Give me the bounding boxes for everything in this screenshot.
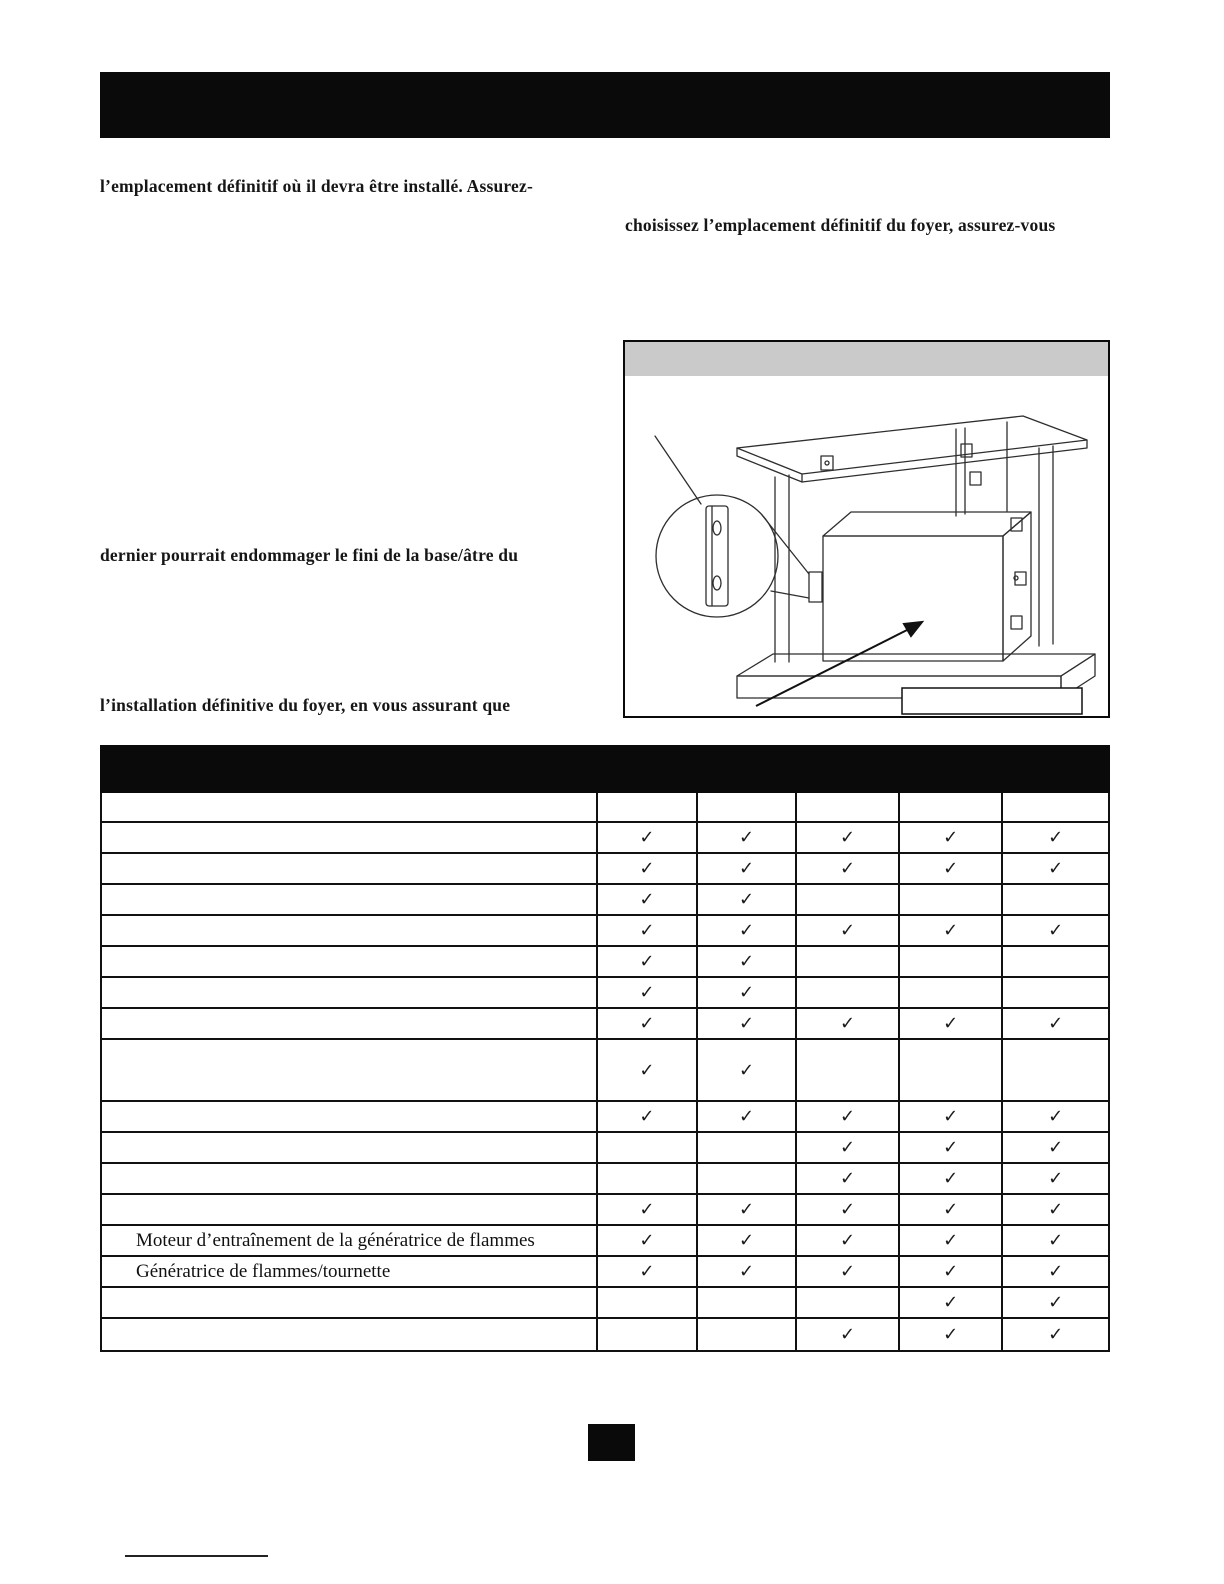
part-name-cell	[102, 1319, 598, 1350]
check-cell	[698, 1164, 798, 1195]
check-cell	[1003, 1164, 1108, 1195]
checkmark-icon: ✓	[738, 1059, 755, 1081]
check-cell	[698, 885, 798, 916]
check-cell	[598, 885, 698, 916]
paragraph-fragment-3: dernier pourrait endommager le fini de la base/âtre du	[100, 545, 519, 565]
check-cell	[900, 916, 1004, 947]
check-cell	[698, 1009, 798, 1040]
figure-label-box	[902, 688, 1082, 714]
checkmark-icon: ✓	[943, 1261, 959, 1282]
table-row	[102, 854, 1108, 885]
part-name-cell	[102, 1288, 598, 1319]
table-row	[102, 1040, 1108, 1102]
checkmark-icon: ✓	[840, 858, 856, 879]
part-name-cell	[102, 1133, 598, 1164]
figure-caption-bar	[625, 342, 1108, 376]
checkmark-icon: ✓	[943, 1106, 959, 1127]
checkmark-icon: ✓	[738, 1013, 755, 1034]
check-cell	[598, 947, 698, 978]
checkmark-icon: ✓	[639, 982, 655, 1003]
check-cell	[900, 1319, 1004, 1350]
checkmark-icon: ✓	[840, 1324, 856, 1345]
check-cell	[598, 1319, 698, 1350]
page-number-block	[588, 1424, 635, 1461]
table-row	[102, 1226, 1108, 1257]
part-name-cell: Moteur d’entraînement de la génératrice de flammes	[102, 1226, 598, 1257]
part-name-cell	[102, 1102, 598, 1133]
checkmark-icon: ✓	[1048, 1137, 1064, 1158]
check-cell	[1003, 1009, 1108, 1040]
checkmark-icon: ✓	[738, 982, 755, 1003]
paragraph-fragment-4: l’installation définitive du foyer, en vous assurant que	[100, 695, 511, 715]
check-cell	[698, 854, 798, 885]
table-row	[102, 1133, 1108, 1164]
checkmark-icon: ✓	[840, 1261, 856, 1282]
check-cell	[598, 1257, 698, 1288]
table-row	[102, 1319, 1108, 1350]
column-header-model	[797, 793, 900, 823]
table-grid	[100, 793, 1110, 1352]
check-cell	[900, 1288, 1004, 1319]
check-cell	[598, 916, 698, 947]
column-header-model	[900, 793, 1004, 823]
check-cell	[797, 1288, 900, 1319]
parts-table	[100, 745, 1110, 1352]
check-cell	[797, 1009, 900, 1040]
checkmark-icon: ✓	[943, 1137, 959, 1158]
checkmark-icon: ✓	[1048, 1106, 1064, 1127]
table-row	[102, 916, 1108, 947]
checkmark-icon: ✓	[943, 920, 959, 941]
check-cell	[797, 1164, 900, 1195]
checkmark-icon: ✓	[943, 1324, 959, 1345]
check-cell	[1003, 823, 1108, 854]
part-name-cell	[102, 1009, 598, 1040]
checkmark-icon: ✓	[943, 1168, 959, 1189]
checkmark-icon: ✓	[840, 827, 856, 848]
check-cell	[598, 1164, 698, 1195]
check-cell	[598, 1009, 698, 1040]
check-cell	[1003, 1319, 1108, 1350]
check-cell	[1003, 1288, 1108, 1319]
checkmark-icon: ✓	[1048, 827, 1064, 848]
checkmark-icon: ✓	[738, 1230, 755, 1251]
checkmark-icon: ✓	[943, 1013, 959, 1034]
part-name-cell: Génératrice de flammes/tournette	[102, 1257, 598, 1288]
checkmark-icon: ✓	[639, 1106, 655, 1127]
checkmark-icon: ✓	[738, 1106, 755, 1127]
check-cell	[698, 823, 798, 854]
check-cell	[698, 1226, 798, 1257]
check-cell	[797, 1195, 900, 1226]
check-cell	[1003, 1257, 1108, 1288]
part-name-cell	[102, 916, 598, 947]
column-header-model	[598, 793, 698, 823]
checkmark-icon: ✓	[738, 827, 755, 848]
part-name-cell	[102, 823, 598, 854]
checkmark-icon: ✓	[639, 1261, 655, 1282]
column-header-part	[102, 793, 598, 823]
check-cell	[900, 1195, 1004, 1226]
check-cell	[1003, 854, 1108, 885]
table-row	[102, 1164, 1108, 1195]
check-cell	[797, 823, 900, 854]
check-cell	[598, 1040, 698, 1102]
part-name-cell	[102, 1195, 598, 1226]
part-name-cell	[102, 854, 598, 885]
checkmark-icon: ✓	[1048, 1324, 1064, 1345]
check-cell	[900, 1257, 1004, 1288]
check-cell	[1003, 978, 1108, 1009]
check-cell	[797, 854, 900, 885]
checkmark-icon: ✓	[639, 951, 655, 972]
checkmark-icon: ✓	[840, 1199, 856, 1220]
table-row	[102, 793, 1108, 823]
table-row	[102, 947, 1108, 978]
check-cell	[698, 1195, 798, 1226]
checkmark-icon: ✓	[639, 1230, 655, 1251]
check-cell	[1003, 1102, 1108, 1133]
checkmark-icon: ✓	[738, 920, 755, 941]
checkmark-icon: ✓	[738, 1261, 755, 1282]
checkmark-icon: ✓	[1048, 920, 1064, 941]
check-cell	[797, 1257, 900, 1288]
fireplace-illustration	[623, 340, 1110, 718]
check-cell	[797, 1226, 900, 1257]
checkmark-icon: ✓	[943, 1230, 959, 1251]
checkmark-icon: ✓	[840, 920, 856, 941]
check-cell	[900, 885, 1004, 916]
check-cell	[797, 947, 900, 978]
checkmark-icon: ✓	[1048, 1261, 1064, 1282]
part-name-cell	[102, 947, 598, 978]
check-cell	[1003, 916, 1108, 947]
table-row	[102, 1257, 1108, 1288]
check-cell	[698, 1133, 798, 1164]
pointer-arrow	[756, 622, 922, 706]
checkmark-icon: ✓	[1048, 1292, 1064, 1313]
check-cell	[698, 947, 798, 978]
check-cell	[797, 1319, 900, 1350]
fireplace-line-drawing	[625, 376, 1108, 716]
check-cell	[1003, 1133, 1108, 1164]
check-cell	[698, 1257, 798, 1288]
checkmark-icon: ✓	[738, 951, 755, 972]
footnote-rule	[125, 1555, 268, 1557]
table-row	[102, 1288, 1108, 1319]
check-cell	[698, 1040, 798, 1102]
check-cell	[698, 916, 798, 947]
section-header-bar	[100, 72, 1110, 138]
check-cell	[900, 1102, 1004, 1133]
check-cell	[698, 1102, 798, 1133]
checkmark-icon: ✓	[639, 1199, 655, 1220]
check-cell	[797, 1040, 900, 1102]
check-cell	[797, 1102, 900, 1133]
check-cell	[1003, 947, 1108, 978]
check-cell	[698, 1319, 798, 1350]
part-name-cell	[102, 885, 598, 916]
check-cell	[900, 1226, 1004, 1257]
check-cell	[797, 978, 900, 1009]
checkmark-icon: ✓	[943, 858, 959, 879]
table-title-bar	[100, 745, 1110, 793]
check-cell	[698, 978, 798, 1009]
table-row	[102, 978, 1108, 1009]
check-cell	[598, 823, 698, 854]
checkmark-icon: ✓	[840, 1106, 856, 1127]
checkmark-icon: ✓	[1048, 1199, 1064, 1220]
check-cell	[797, 1133, 900, 1164]
checkmark-icon: ✓	[1048, 1230, 1064, 1251]
check-cell	[797, 885, 900, 916]
check-cell	[598, 1102, 698, 1133]
paragraph-fragment-2: choisissez l’emplacement définitif du foyer, assurez-vous	[625, 215, 1056, 235]
checkmark-icon: ✓	[840, 1230, 856, 1251]
checkmark-icon: ✓	[639, 858, 655, 879]
check-cell	[1003, 1195, 1108, 1226]
part-name-cell	[102, 978, 598, 1009]
check-cell	[900, 1009, 1004, 1040]
table-row	[102, 1195, 1108, 1226]
check-cell	[598, 1226, 698, 1257]
checkmark-icon: ✓	[1048, 1013, 1064, 1034]
check-cell	[797, 916, 900, 947]
checkmark-icon: ✓	[639, 920, 655, 941]
check-cell	[598, 854, 698, 885]
checkmark-icon: ✓	[738, 858, 755, 879]
checkmark-icon: ✓	[738, 889, 755, 910]
part-name-cell	[102, 1040, 598, 1102]
table-row	[102, 823, 1108, 854]
paragraph-fragment-1: l’emplacement définitif où il devra être installé. Assurez-	[100, 176, 534, 196]
table-row	[102, 885, 1108, 916]
checkmark-icon: ✓	[1048, 858, 1064, 879]
checkmark-icon: ✓	[1048, 1168, 1064, 1189]
check-cell	[598, 978, 698, 1009]
checkmark-icon: ✓	[738, 1199, 755, 1220]
table-row	[102, 1009, 1108, 1040]
check-cell	[1003, 1040, 1108, 1102]
check-cell	[698, 1288, 798, 1319]
check-cell	[900, 1040, 1004, 1102]
check-cell	[900, 823, 1004, 854]
check-cell	[598, 1288, 698, 1319]
table-row	[102, 1102, 1108, 1133]
checkmark-icon: ✓	[840, 1013, 856, 1034]
checkmark-icon: ✓	[639, 1013, 655, 1034]
checkmark-icon: ✓	[943, 827, 959, 848]
checkmark-icon: ✓	[639, 827, 655, 848]
check-cell	[598, 1133, 698, 1164]
column-header-model	[1003, 793, 1108, 823]
checkmark-icon: ✓	[943, 1292, 959, 1313]
check-cell	[598, 1195, 698, 1226]
checkmark-icon: ✓	[840, 1168, 856, 1189]
check-cell	[900, 1164, 1004, 1195]
column-header-model	[698, 793, 798, 823]
checkmark-icon: ✓	[943, 1199, 959, 1220]
part-name-cell	[102, 1164, 598, 1195]
checkmark-icon: ✓	[840, 1137, 856, 1158]
check-cell	[1003, 885, 1108, 916]
check-cell	[900, 947, 1004, 978]
check-cell	[1003, 1226, 1108, 1257]
check-cell	[900, 854, 1004, 885]
check-cell	[900, 978, 1004, 1009]
check-cell	[900, 1133, 1004, 1164]
checkmark-icon: ✓	[639, 1059, 655, 1081]
checkmark-icon: ✓	[639, 889, 655, 910]
